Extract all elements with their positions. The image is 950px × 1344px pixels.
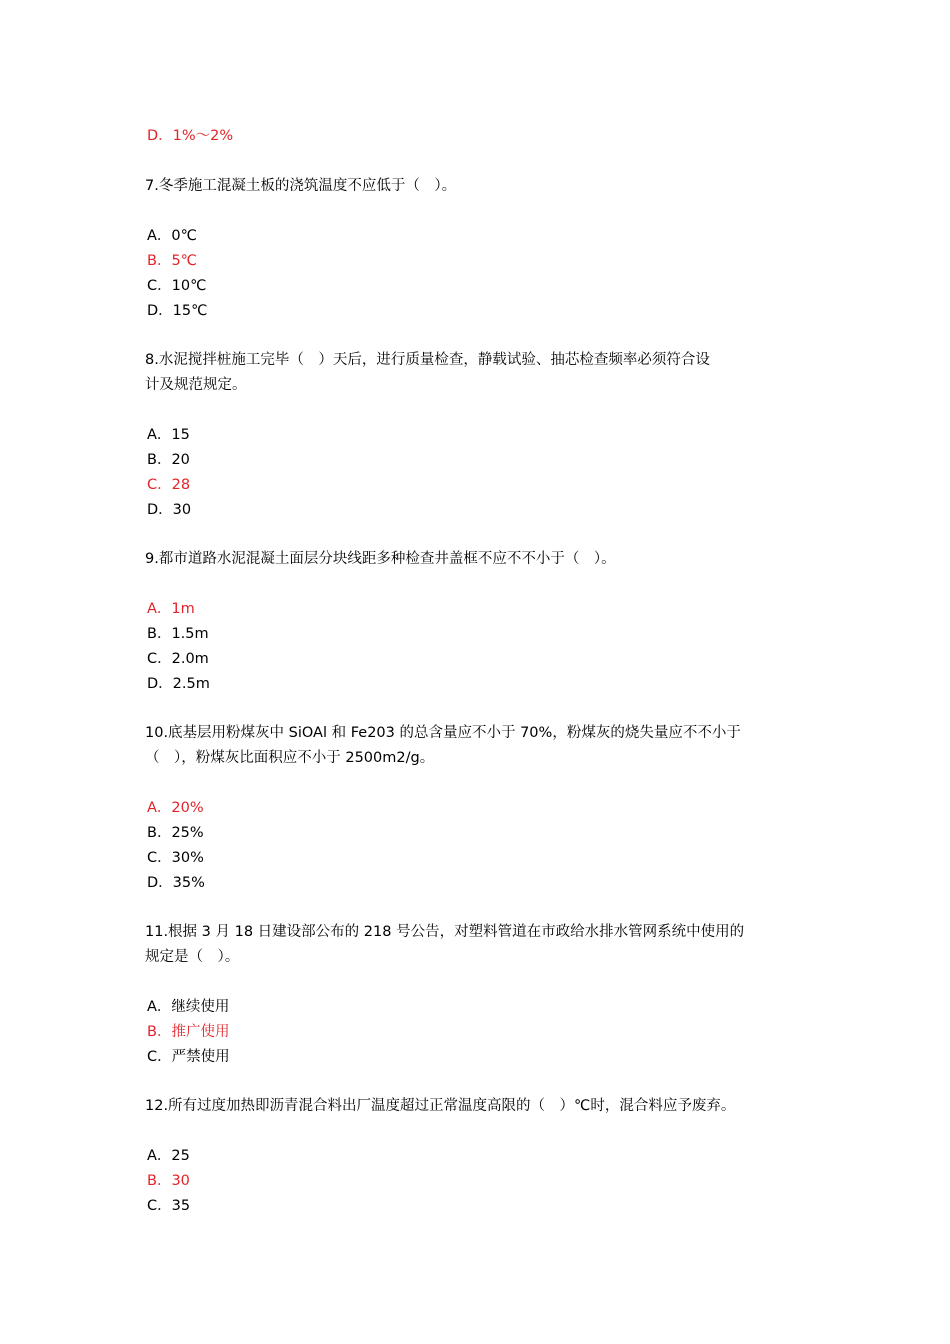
question-12-option-b: B．30 — [147, 1173, 190, 1189]
question-10-stem-line-2: （ ），粉煤灰比面积应不小于 2500m2/g。 — [145, 750, 435, 766]
question-7-option-b: B．5℃ — [147, 253, 197, 269]
question-12-option-a: A．25 — [147, 1148, 190, 1164]
option-prev-d: D．1%～2% — [147, 128, 234, 144]
question-10-option-a: A．20% — [147, 800, 204, 816]
question-12-option-c: C．35 — [147, 1198, 191, 1214]
question-8-option-a: A．15 — [147, 427, 190, 443]
question-7-option-c: C．10℃ — [147, 278, 207, 294]
question-8-option-d: D．30 — [147, 502, 192, 518]
question-9-stem: 9.都市道路水泥混凝土面层分块线距多种检查井盖框不应不不小于（ ）。 — [145, 551, 616, 567]
question-7-stem: 7.冬季施工混凝土板的浇筑温度不应低于（ ）。 — [145, 178, 457, 194]
question-8-stem-line-2: 计及规范规定。 — [145, 377, 247, 393]
question-8-stem-line-1: 8.水泥搅拌桩施工完毕（ ）天后，进行质量检查，静载试验、抽芯检查频率必须符合设 — [145, 352, 710, 368]
question-11-option-a: A．继续使用 — [147, 999, 230, 1015]
question-7-option-a: A．0℃ — [147, 228, 197, 244]
question-12-stem: 12.所有过度加热即沥青混合料出厂温度超过正常温度高限的（ ）℃时，混合料应予废弃。 — [145, 1098, 736, 1114]
question-9-option-c: C．2.0m — [147, 651, 209, 667]
question-11-option-b: B．推广使用 — [147, 1024, 230, 1040]
question-8-option-b: B．20 — [147, 452, 190, 468]
question-9-option-a: A．1m — [147, 601, 195, 617]
question-8-option-c: C．28 — [147, 477, 191, 493]
question-10-option-d: D．35% — [147, 875, 205, 891]
question-10-option-b: B．25% — [147, 825, 204, 841]
question-11-stem-line-2: 规定是（ ）。 — [145, 949, 240, 965]
question-11-stem-line-1: 11.根据 3 月 18 日建设部公布的 218 号公告，对塑料管道在市政给水排水管网系统中使用的 — [145, 924, 745, 940]
question-9-option-d: D．2.5m — [147, 676, 210, 692]
question-7-option-d: D．15℃ — [147, 303, 208, 319]
question-9-option-b: B．1.5m — [147, 626, 209, 642]
question-10-option-c: C．30% — [147, 850, 204, 866]
question-11-option-c: C．严禁使用 — [147, 1049, 230, 1065]
question-10-stem-line-1: 10.底基层用粉煤灰中 SiOAl 和 Fe203 的总含量应不小于 70%，粉煤灰的烧失量应不不小于 — [145, 725, 741, 741]
